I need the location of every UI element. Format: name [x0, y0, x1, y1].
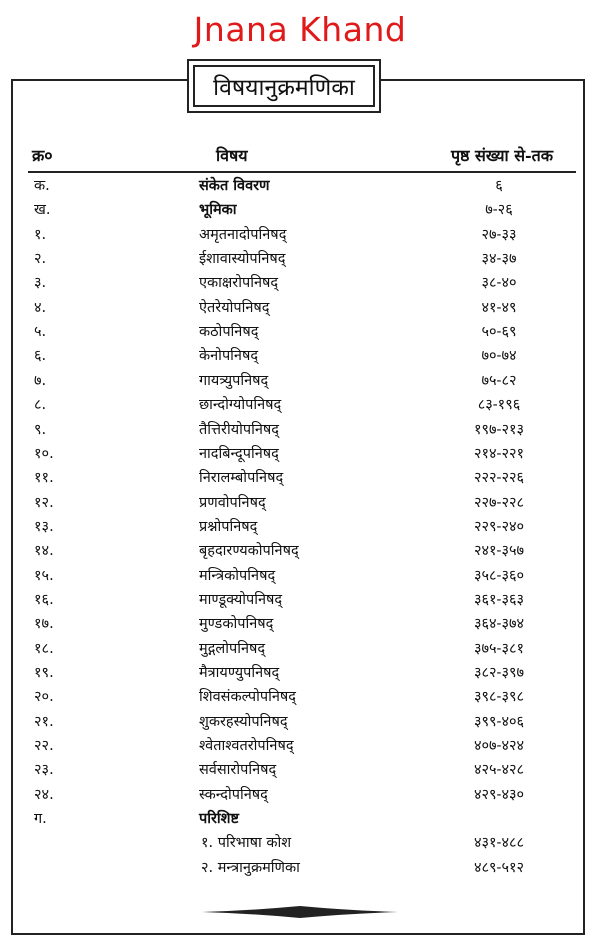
toc-row	[28, 198, 576, 222]
toc-row	[28, 734, 576, 758]
row-number: क.	[34, 178, 50, 194]
row-subject: मैत्रायण्युपनिषद्	[199, 665, 280, 681]
row-pages: ४२५-४२८	[473, 762, 525, 779]
row-number: १७.	[34, 616, 54, 633]
row-subject: परिशिष्ट	[199, 810, 240, 828]
toc-row	[28, 588, 576, 612]
row-pages: ४०७-४२४	[473, 738, 525, 755]
row-pages: २२९-२४०	[473, 518, 525, 535]
header-divider	[28, 171, 576, 173]
row-number: १३.	[34, 518, 54, 535]
toc-row	[28, 831, 576, 855]
row-pages: ८३-१९६	[477, 397, 521, 414]
toc-row	[28, 271, 576, 295]
ornament-divider	[202, 905, 398, 919]
row-number: ख.	[34, 202, 51, 219]
row-pages: ३६४-३७४	[473, 616, 525, 633]
row-subject: अमृतनादोपनिषद्	[199, 226, 287, 243]
row-pages: ४१-४९	[481, 299, 517, 316]
row-subject: सर्वसारोपनिषद्	[199, 762, 277, 779]
toc-title-box	[187, 59, 381, 113]
toc-row	[28, 418, 576, 442]
toc-row	[28, 393, 576, 417]
header-number: क्र०	[32, 146, 53, 165]
row-pages: ६	[495, 178, 503, 194]
row-pages: ३९८-३९८	[473, 689, 525, 706]
row-number: १९.	[34, 665, 54, 681]
row-number: २१.	[34, 713, 54, 730]
toc-row	[28, 296, 576, 320]
row-pages: २२७-२२८	[473, 494, 525, 511]
row-number: १६.	[34, 591, 54, 608]
toc-row	[28, 758, 576, 782]
row-number: २४.	[34, 786, 54, 803]
row-number: ७.	[34, 372, 47, 389]
row-subject: छान्दोग्योपनिषद्	[199, 397, 282, 414]
row-number: १५.	[34, 567, 54, 584]
row-subject: निरालम्बोपनिषद्	[199, 470, 284, 487]
row-subject: मुद्गलोपनिषद्	[199, 640, 266, 657]
toc-row	[28, 442, 576, 466]
row-pages: ७५-८२	[481, 372, 517, 389]
row-number: १.	[34, 226, 47, 243]
row-subject: कठोपनिषद्	[199, 324, 259, 341]
row-number: ८.	[34, 397, 47, 414]
toc-row	[28, 661, 576, 685]
toc-row	[28, 515, 576, 539]
toc-row	[28, 856, 576, 880]
row-subject: स्कन्दोपनिषद्	[199, 786, 268, 803]
toc-row	[28, 223, 576, 247]
toc-row	[28, 807, 576, 831]
row-number: २२.	[34, 738, 54, 755]
toc-row	[28, 491, 576, 515]
brand-title: Jnana Khand	[193, 10, 407, 49]
row-subject: बृहदारण्यकोपनिषद्	[199, 543, 299, 560]
toc-row	[28, 612, 576, 636]
row-pages: ४३१-४८८	[473, 835, 525, 852]
row-pages: ५०-६९	[481, 324, 517, 341]
row-number: ५.	[34, 324, 47, 341]
toc-row	[28, 564, 576, 588]
row-number: ११.	[34, 470, 54, 487]
row-pages: २७-३३	[481, 226, 517, 243]
row-subject: शुकरहस्योपनिषद्	[199, 713, 288, 730]
row-subject: एकाक्षरोपनिषद्	[199, 275, 279, 292]
toc-row	[28, 783, 576, 807]
row-subject: संकेत विवरण	[199, 177, 270, 194]
row-number: ९.	[34, 421, 47, 438]
toc-title: विषयानुक्रमणिका	[193, 65, 375, 107]
header-pages-text: पृष्ठ संख्या से-तक	[450, 146, 554, 165]
row-pages: ७-२६	[485, 202, 513, 219]
row-subject: भूमिका	[199, 201, 237, 219]
row-subject: मन्त्रिकोपनिषद्	[199, 567, 276, 584]
toc-row	[28, 637, 576, 661]
header-subject: विषय	[216, 146, 248, 165]
toc-row	[28, 710, 576, 734]
row-subject: श्वेताश्वतरोपनिषद्	[199, 738, 294, 755]
row-subject: केनोपनिषद्	[199, 348, 259, 365]
row-pages: १९७-२१३	[473, 421, 525, 438]
row-subject: माण्डूक्योपनिषद्	[199, 591, 283, 608]
row-pages: ३८२-३९७	[473, 665, 525, 681]
toc-row	[28, 320, 576, 344]
row-pages: ३६१-३६३	[473, 591, 525, 608]
row-number: ३.	[34, 275, 47, 292]
toc-row	[28, 369, 576, 393]
row-subject: १. परिभाषा कोश	[201, 835, 292, 852]
row-pages: ७०-७४	[481, 348, 517, 365]
row-subject: २. मन्त्रानुक्रमणिका	[201, 859, 300, 876]
toc-row	[28, 685, 576, 709]
row-subject: प्रणवोपनिषद्	[199, 494, 266, 511]
row-pages: २४१-३५७	[473, 543, 525, 560]
row-pages: ३८-४०	[481, 275, 517, 292]
row-subject: नादबिन्दूपनिषद्	[199, 445, 279, 462]
row-number: ४.	[34, 299, 47, 316]
toc-row	[28, 247, 576, 271]
row-number: १४.	[34, 543, 54, 560]
row-pages: ३७५-३८१	[473, 640, 525, 657]
row-subject: मुण्डकोपनिषद्	[199, 616, 274, 633]
row-subject: शिवसंकल्पोपनिषद्	[199, 689, 296, 706]
toc-header	[28, 144, 576, 168]
row-number: २३.	[34, 762, 54, 779]
row-number: ग.	[34, 811, 47, 828]
toc-row	[28, 539, 576, 563]
toc-row	[28, 174, 576, 198]
row-pages: ३४-३७	[481, 251, 517, 268]
row-number: १०.	[34, 445, 54, 462]
row-pages: २१४-२२१	[473, 445, 525, 462]
row-number: १८.	[34, 640, 54, 657]
row-subject: प्रश्नोपनिषद्	[199, 518, 258, 535]
row-number: १२.	[34, 494, 54, 511]
row-number: २०.	[34, 689, 54, 706]
row-pages: ४२९-४३०	[473, 786, 525, 803]
row-pages: ३९९-४०६	[473, 713, 525, 730]
row-pages: २२२-२२६	[473, 470, 525, 487]
row-subject: गायत्र्युपनिषद्	[199, 372, 269, 389]
row-subject: तैत्तिरीयोपनिषद्	[199, 421, 280, 438]
toc-row	[28, 344, 576, 368]
row-pages: ३५८-३६०	[473, 567, 525, 584]
row-subject: ऐतरेयोपनिषद्	[199, 299, 270, 316]
row-subject: ईशावास्योपनिषद्	[199, 251, 286, 268]
row-number: ६.	[34, 348, 47, 365]
toc-row	[28, 466, 576, 490]
row-pages: ४८९-५१२	[473, 859, 525, 876]
row-number: २.	[34, 251, 47, 268]
